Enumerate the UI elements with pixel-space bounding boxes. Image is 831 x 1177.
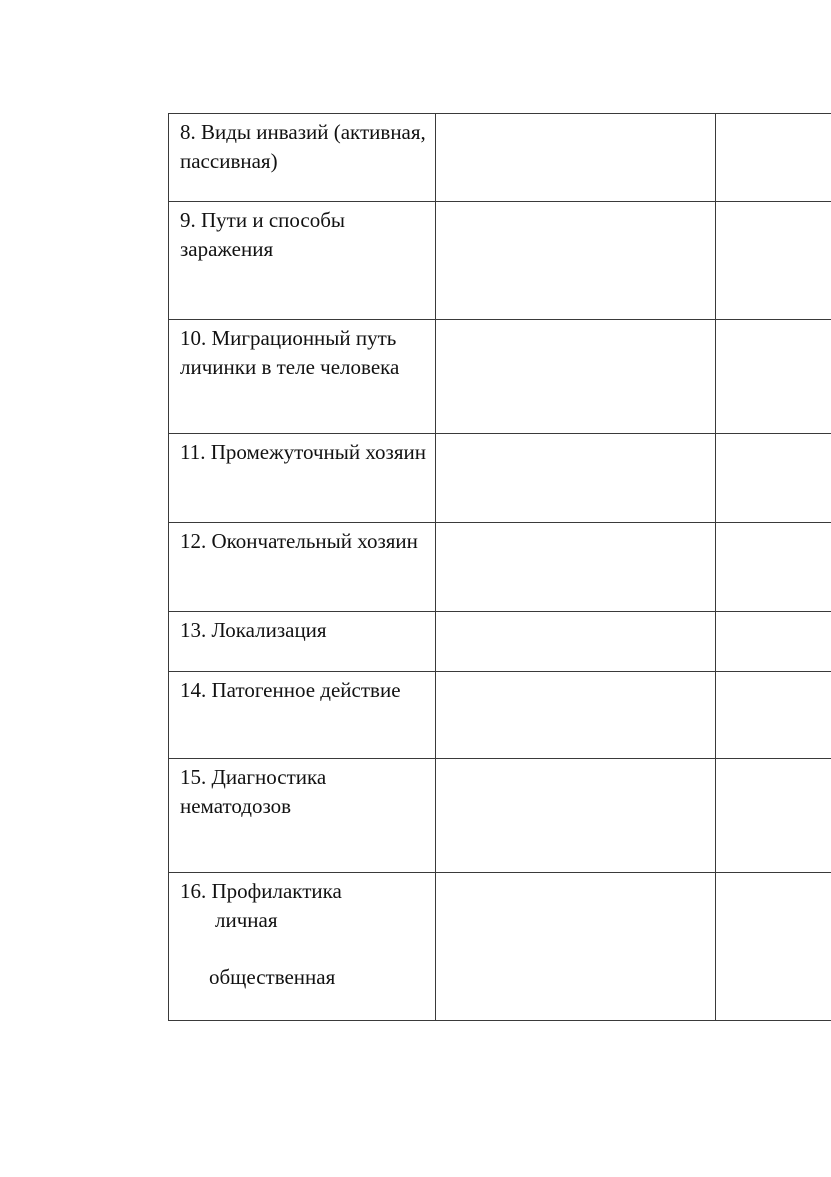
empty-answer-cell[interactable] xyxy=(435,759,715,873)
row-label: 10. Миграционный путь личинки в теле человека xyxy=(180,326,400,379)
empty-answer-cell[interactable] xyxy=(715,873,831,1021)
nematode-characteristics-table xyxy=(168,113,831,1021)
empty-answer-cell[interactable] xyxy=(435,320,715,434)
row-label: 8. Виды инвазий (активная, пассивная) xyxy=(180,120,426,173)
sub-item-personal: личная xyxy=(215,908,278,932)
empty-answer-cell[interactable] xyxy=(715,434,831,523)
row-label: 9. Пути и способы заражения xyxy=(180,208,346,261)
row-label: 12. Окончательный хозяин xyxy=(180,529,418,553)
row-label: 13. Локализация xyxy=(180,618,327,642)
table-row xyxy=(169,759,831,873)
row-label-cell xyxy=(169,320,436,434)
row-label-cell xyxy=(169,612,436,672)
row-label: 15. Диагностика нематодозов xyxy=(180,765,327,818)
table-row xyxy=(169,434,831,523)
row-label-cell xyxy=(169,114,436,202)
table-row xyxy=(169,202,831,320)
empty-answer-cell[interactable] xyxy=(435,672,715,759)
empty-answer-cell[interactable] xyxy=(435,612,715,672)
empty-answer-cell[interactable] xyxy=(715,612,831,672)
row-label-cell xyxy=(169,873,436,1021)
empty-answer-cell[interactable] xyxy=(435,114,715,202)
row-label-cell xyxy=(169,434,436,523)
row-label: 16. Профилактика xyxy=(180,879,342,903)
empty-answer-cell[interactable] xyxy=(435,434,715,523)
empty-answer-cell[interactable] xyxy=(715,759,831,873)
table-row xyxy=(169,873,831,1021)
empty-answer-cell[interactable] xyxy=(715,672,831,759)
row-label-cell xyxy=(169,202,436,320)
empty-answer-cell[interactable] xyxy=(715,523,831,612)
row-label-cell xyxy=(169,672,436,759)
row-label-cell xyxy=(169,523,436,612)
row-label: 14. Патогенное действие xyxy=(180,678,401,702)
empty-answer-cell[interactable] xyxy=(715,114,831,202)
empty-answer-cell[interactable] xyxy=(715,320,831,434)
row-label-cell xyxy=(169,759,436,873)
table-row xyxy=(169,612,831,672)
row-label: 11. Промежуточный хозяин xyxy=(180,440,426,464)
empty-answer-cell[interactable] xyxy=(435,202,715,320)
empty-answer-cell[interactable] xyxy=(715,202,831,320)
empty-answer-cell[interactable] xyxy=(435,523,715,612)
table-row xyxy=(169,672,831,759)
table-row xyxy=(169,114,831,202)
table-row xyxy=(169,523,831,612)
sub-item-public: общественная xyxy=(209,965,336,989)
empty-answer-cell[interactable] xyxy=(435,873,715,1021)
table-row xyxy=(169,320,831,434)
